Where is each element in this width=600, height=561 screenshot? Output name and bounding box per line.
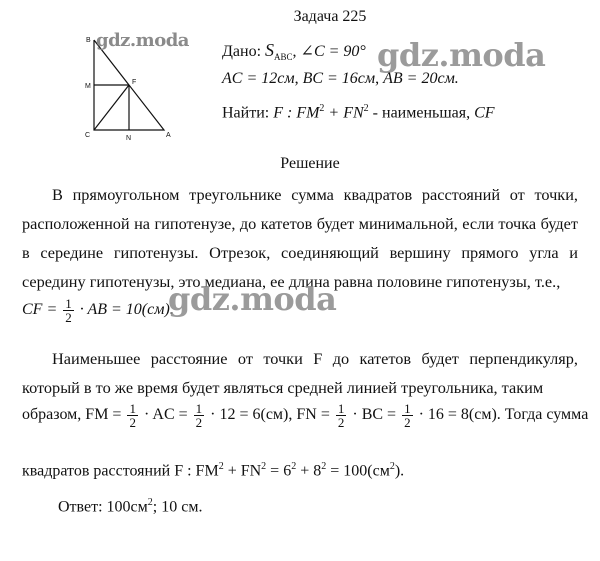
find-expr-a: F : FM [273,104,320,122]
sum-sq-3: 2 [291,461,297,472]
given-area: S [265,40,275,60]
given-bc: BC = 16см [302,70,376,87]
watermark-small: gdz.moda [96,30,189,51]
answer-line [58,497,202,516]
formula-fn-e: · 16 = 8(см). Тогда сумма [418,406,589,424]
answer-b: ; 10 см. [152,498,203,516]
solution-paragraph-2: Наименьшее расстояние от точки F до катетов будет перпендикуляр, который в то же время будет являться средней линией треугольника, таким [22,349,578,397]
answer-a: Ответ: 100см [58,498,148,516]
formula-sum-d: + 8 [296,462,322,480]
median-cf [94,85,129,130]
formula-cf-right: · AB = 10(см). [79,301,174,319]
given-label: Дано: [222,43,262,60]
label-f: F [132,79,137,86]
formula-fn-d: · BC = [352,406,397,424]
answer-sq: 2 [147,497,153,508]
watermark-big: gdz.moda [377,36,546,74]
formula-fm-c: · 12 = 6(см), FN = [210,406,330,424]
find-cf: CF [474,104,495,122]
solution-heading: Решение [280,155,340,172]
formula-cf [22,297,174,324]
formula-sum [22,461,404,480]
given-line-1: Дано: $S_{ABC}$, ∠C = 90° [222,40,366,63]
find-rest: - наименьшая, [368,104,475,122]
given-ac: AC = 12см [222,70,295,87]
watermark-middle: gdz.moda [168,280,337,318]
label-n: N [126,135,132,142]
formula-sum-f: ). [394,462,405,480]
formula-sum-e: = 100(см [326,462,390,480]
fraction-half-2: $\frac{1}{2}$ [195,401,203,430]
find-expr-b: + FN [324,104,364,122]
label-c: C [85,132,91,139]
given-line-2: AC = 12см, BC = 16см, AB = 20см. [222,70,459,87]
sum-sq-2: 2 [261,461,267,472]
sum-sq-1: 2 [218,461,224,472]
formula-fm-b: · AC = [143,406,188,424]
formula-fm-a: образом, FM = [22,406,122,424]
label-m: M [85,83,91,90]
solution-paragraph-1: В прямоугольном треугольнике сумма квадратов расстояний от точки, расположенной на гипотенузе, до катетов будет минимальной, если точка будет в середине гипотенузы. Отрезок, соединяющий вершину прямого угла и середину гипотенузы, это медиана, ее длина равна половине гипотенузы, т.е., [22,185,578,291]
find-sq-1: 2 [319,103,325,114]
find-line [222,103,495,122]
fraction-half-3: $\frac{1}{2}$ [337,401,345,430]
find-sq-2: 2 [363,103,369,114]
label-a: A [166,132,171,139]
fraction-half-4: $\frac{1}{2}$ [404,401,411,430]
sum-sq-4: 2 [321,461,327,472]
given-angle: ∠C = 90° [300,43,366,60]
given-area-sub: ABC [274,52,293,63]
sum-sq-5: 2 [389,461,395,472]
label-b: B [86,37,91,44]
task-title: Задача 225 [293,8,367,25]
formula-sum-c: = 6 [266,462,292,480]
formula-fm-fn [22,401,589,430]
formula-sum-b: + FN [223,462,262,480]
find-label: Найти: [222,104,270,122]
formula-sum-a: квадратов расстояний F : FM [22,462,219,480]
given-ab: AB = 20см. [383,70,459,87]
formula-cf-left: CF = [22,301,58,319]
fraction-half: $\frac{1}{2}$ [65,296,72,325]
fraction-half-1: $\frac{1}{2}$ [129,401,136,430]
